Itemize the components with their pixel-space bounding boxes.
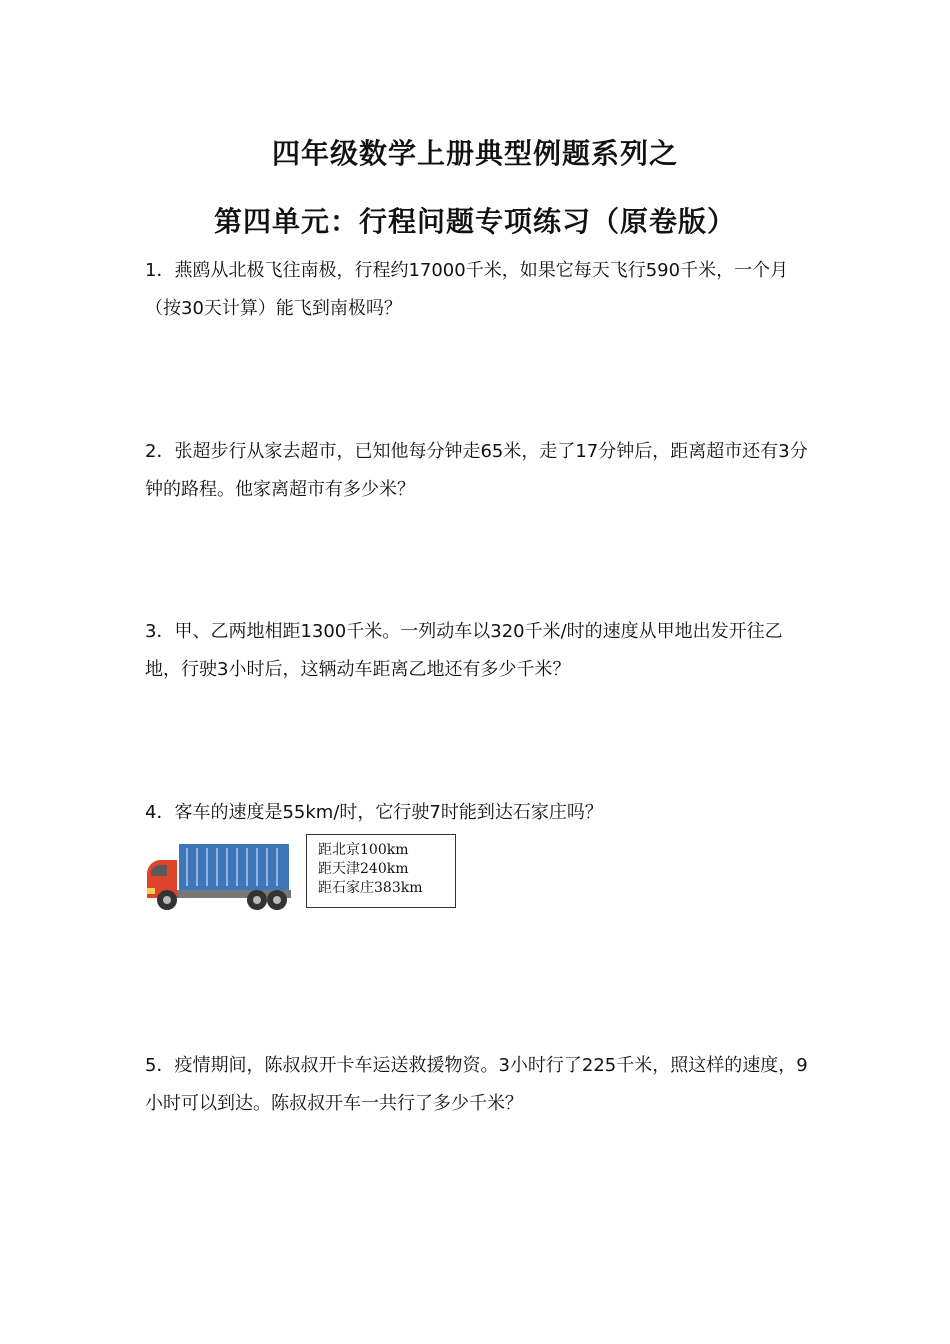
truck-container <box>179 844 289 890</box>
distance-sign <box>306 834 456 908</box>
question-1: 1．燕鸥从北极飞往南极，行程约17000千米，如果它每天飞行590千米，一个月（按30天计算）能飞到南极吗？ <box>145 260 789 319</box>
page-title: 四年级数学上册典型例题系列之 <box>271 137 678 170</box>
sign-line-tianjin: 距天津240km <box>318 861 409 877</box>
question-5: 5．疫情期间，陈叔叔开卡车运送救援物资。3小时行了225千米，照这样的速度，9小时可以到达。陈叔叔开车一共行了多少千米？ <box>145 1055 808 1114</box>
sign-line-shijiazhuang: 距石家庄383km <box>318 880 423 896</box>
sign-line-beijing: 距北京100km <box>318 842 409 858</box>
page-subtitle: 第四单元：行程问题专项练习（原卷版） <box>213 205 736 238</box>
question-4: 4．客车的速度是55km/时，它行驶7时能到达石家庄吗？ <box>145 802 603 823</box>
truck-icon <box>145 842 293 912</box>
question-2: 2．张超步行从家去超市，已知他每分钟走65米，走了17分钟后，距离超市还有3分钟的路程。他家离超市有多少米？ <box>145 441 808 500</box>
question-3: 3．甲、乙两地相距1300千米。一列动车以320千米/时的速度从甲地出发开往乙地，行驶3小时后，这辆动车距离乙地还有多少千米？ <box>145 621 783 680</box>
